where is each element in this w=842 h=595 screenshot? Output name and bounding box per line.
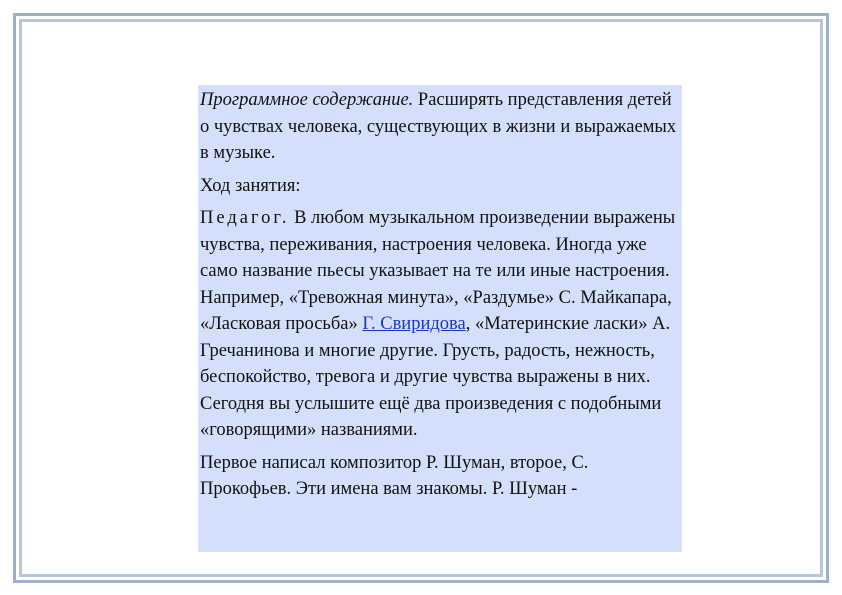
teacher-text-after-link: , «Материнские ласки» А. Гречанинова и многие другие. Грусть, радость, нежность, беспокойство, тревога и другие чувства выражены в них. Сегодня вы услышите ещё два произведения с подобными «говорящими» названиями. bbox=[200, 314, 671, 440]
composers-paragraph: Первое написал композитор Р. Шуман, второе, С. Прокофьев. Эти имена вам знакомы. Р. Шуман - bbox=[200, 452, 589, 499]
sviridov-link[interactable]: Г. Свиридова bbox=[362, 314, 466, 334]
teacher-paragraph bbox=[200, 205, 682, 444]
teacher-label: Педагог. bbox=[200, 208, 290, 228]
lesson-progress-heading: Ход занятия: bbox=[200, 175, 301, 196]
lesson-text-box bbox=[198, 85, 682, 552]
teacher-text-before-link: В любом музыкальном произведении выражены чувства, переживания, настроения человека. Иногда уже само название пьесы указывает на те или иные настроения. Например, «Тревожная минута», «Раздумье» С. Майкапара, «Ласковая просьба» bbox=[200, 208, 676, 334]
program-content-paragraph bbox=[200, 87, 682, 167]
program-content-label: Программное содержание. bbox=[200, 90, 414, 110]
program-content-text: Расширять представления детей о чувствах человека, существующих в жизни и выражаемых в музыке. bbox=[200, 90, 677, 163]
